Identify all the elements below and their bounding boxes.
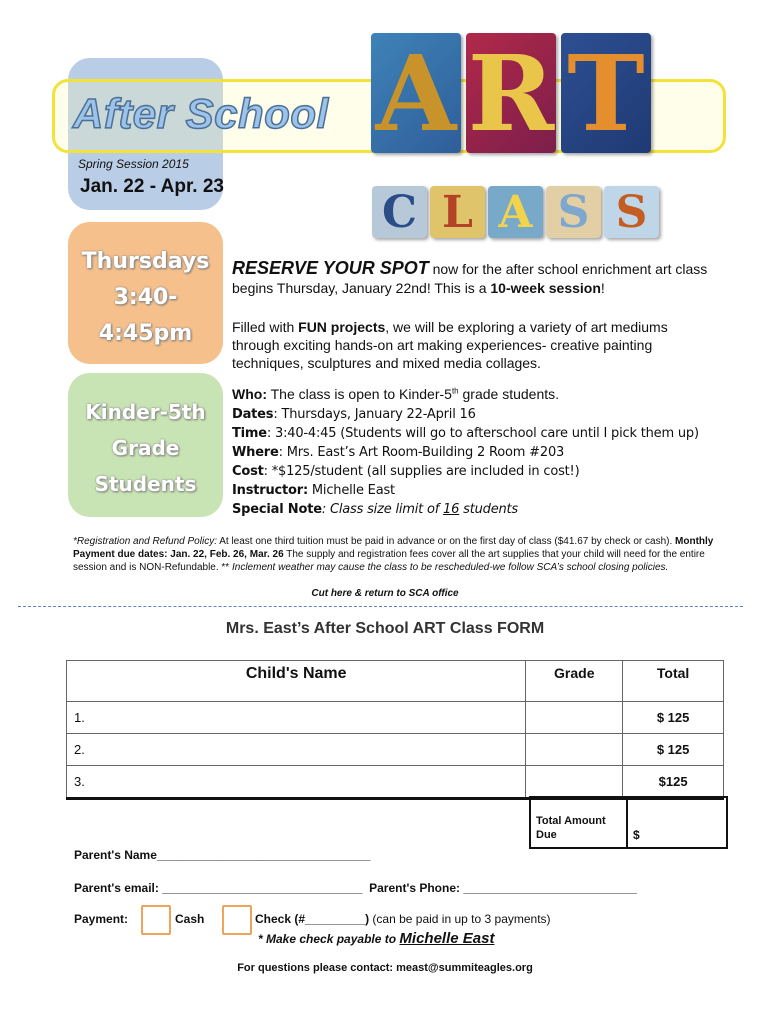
fun-bold: FUN projects — [298, 319, 386, 335]
instructor-text: Michelle East — [307, 483, 395, 498]
session-dates: Jan. 22 - Apr. 23 — [80, 176, 224, 197]
fun-text-1: Filled with — [232, 319, 299, 335]
instructor-label: Instructor: — [232, 483, 308, 498]
note-num: 16 — [443, 502, 460, 517]
cash-label: Cash — [175, 912, 205, 926]
logo-tile-c: C — [372, 186, 427, 238]
parent-contact-row — [74, 881, 637, 895]
col-grade: Grade — [526, 661, 623, 702]
check-label-row — [255, 912, 551, 926]
parent-phone-field[interactable]: Parent's Phone: __________________________ — [369, 881, 637, 895]
time-line-day: Thursdays — [81, 249, 210, 274]
grade-line-2: Grade — [111, 436, 180, 460]
logo-tile-l: L — [430, 186, 485, 238]
total-cell-2: $ 125 — [623, 734, 724, 766]
cost-text: : *$125/student (all supplies are included in cost!) — [263, 464, 580, 479]
who-text: The class is open to Kinder-5 — [266, 386, 452, 402]
time-line-start: 3:40- — [113, 285, 178, 310]
logo-tile-a: A — [371, 33, 461, 153]
child-name-cell-3[interactable]: 3. — [67, 766, 526, 799]
logo-tile-r: R — [467, 31, 555, 155]
logo-tile-s1: S — [546, 186, 601, 238]
who-sup: th — [451, 386, 459, 396]
grade-cell-1[interactable] — [526, 702, 623, 734]
registration-table — [66, 660, 724, 800]
instructor-line — [232, 481, 699, 500]
payable-note — [258, 930, 494, 947]
payment-label: Payment: — [74, 912, 129, 926]
fun-text-2: , we will be exploring a variety of art mediums through exciting hands-on art making experiences- creative painting techniques, sculptures and mixed media collages. — [232, 319, 668, 371]
total-amount-label — [531, 798, 628, 847]
dates-label: Dates — [232, 407, 274, 422]
parent-email-field[interactable]: Parent's email: ______________________________ — [74, 881, 363, 895]
logo-tile-a2: A — [488, 186, 543, 238]
reserve-paragraph — [232, 259, 732, 298]
policy-label: *Registration and Refund Policy: — [73, 536, 217, 547]
who-text-2: grade students. — [458, 386, 560, 402]
cut-line — [18, 606, 743, 607]
page-title: After School — [73, 90, 329, 137]
time-text: : 3:40-4:45 (Students will go to afterschool care until I pick them up) — [266, 426, 699, 441]
reserve-text-2: ! — [600, 280, 605, 296]
logo-tile-t: T — [561, 33, 651, 153]
refund-policy — [73, 535, 733, 574]
child-name-cell-2[interactable]: 2. — [67, 734, 526, 766]
note-text-2: students — [459, 502, 519, 517]
cost-line — [232, 462, 699, 481]
payable-text: * Make check payable to — [258, 932, 400, 946]
check-label[interactable]: Check (#_________) — [255, 912, 370, 926]
form-title: Mrs. East’s After School ART Class FORM — [225, 620, 545, 637]
grade-cell-2[interactable] — [526, 734, 623, 766]
cut-instruction: Cut here & return to SCA office — [311, 588, 459, 599]
cost-label: Cost — [232, 464, 264, 479]
policy-text-2: The supply and registration fees cover all the art supplies that your child will need for the entire session and is NON-Refundable. ** — [73, 549, 705, 573]
grade-line-3: Students — [94, 472, 197, 496]
table-row — [67, 702, 724, 734]
contact-line: For questions please contact: meast@summiteagles.org — [237, 962, 533, 974]
reserve-bold: 10-week session — [490, 280, 601, 296]
dates-text: : Thursdays, January 22-April 16 — [273, 407, 476, 422]
grade-cell-3[interactable] — [526, 766, 623, 799]
check-note: (can be paid in up to 3 payments) — [369, 912, 551, 926]
reserve-text-1: now for the after school enrichment art class begins Thursday, January 22nd! This is a — [232, 261, 708, 296]
note-line — [232, 500, 699, 519]
table-header — [67, 661, 724, 702]
who-line — [232, 386, 559, 402]
col-total: Total — [623, 661, 724, 702]
time-line — [232, 424, 699, 443]
total-cell-3: $125 — [623, 766, 724, 799]
table-row — [67, 734, 724, 766]
total-amount-box — [529, 796, 728, 849]
fun-paragraph — [232, 318, 712, 372]
table-row — [67, 766, 724, 799]
grade-line-1: Kinder-5th — [85, 400, 206, 424]
where-text: : Mrs. East’s Art Room-Building 2 Room #203 — [278, 445, 565, 460]
time-line-end: 4:45pm — [98, 321, 193, 346]
grade-range — [68, 394, 223, 502]
total-amount-line2: Due — [536, 829, 557, 841]
cash-checkbox[interactable] — [141, 905, 171, 935]
policy-weather: Inclement weather may cause the class to be rescheduled-we follow SCA’s school closing policies. — [231, 562, 669, 573]
where-label: Where — [232, 445, 279, 460]
dates-line — [232, 405, 699, 424]
total-cell-1: $ 125 — [623, 702, 724, 734]
policy-monthly: Monthly Payment due dates: Jan. 22, Feb. 26, Mar. 26 — [73, 536, 714, 560]
payable-name: Michelle East — [399, 930, 495, 947]
time-label: Time — [232, 426, 267, 441]
parent-name-field[interactable]: Parent's Name________________________________ — [74, 848, 371, 862]
child-name-cell-1[interactable]: 1. — [67, 702, 526, 734]
note-label: Special Note — [232, 502, 322, 517]
total-amount-field[interactable]: $ — [633, 828, 640, 842]
logo-tile-s2: S — [604, 186, 659, 238]
total-amount-line1: Total Amount — [536, 815, 606, 827]
class-details — [232, 405, 699, 519]
reserve-highlight: RESERVE YOUR SPOT — [232, 258, 429, 278]
class-time — [68, 244, 223, 352]
note-text-1: : Class size limit of — [321, 502, 444, 517]
who-label: Who: — [232, 386, 267, 402]
session-label: Spring Session 2015 — [78, 157, 189, 171]
col-childs-name: Child's Name — [67, 661, 526, 702]
check-checkbox[interactable] — [222, 905, 252, 935]
policy-text-1: At least one third tuition must be paid in advance or on the first day of class ($41.67 by check or cash). — [216, 536, 676, 547]
where-line — [232, 443, 699, 462]
